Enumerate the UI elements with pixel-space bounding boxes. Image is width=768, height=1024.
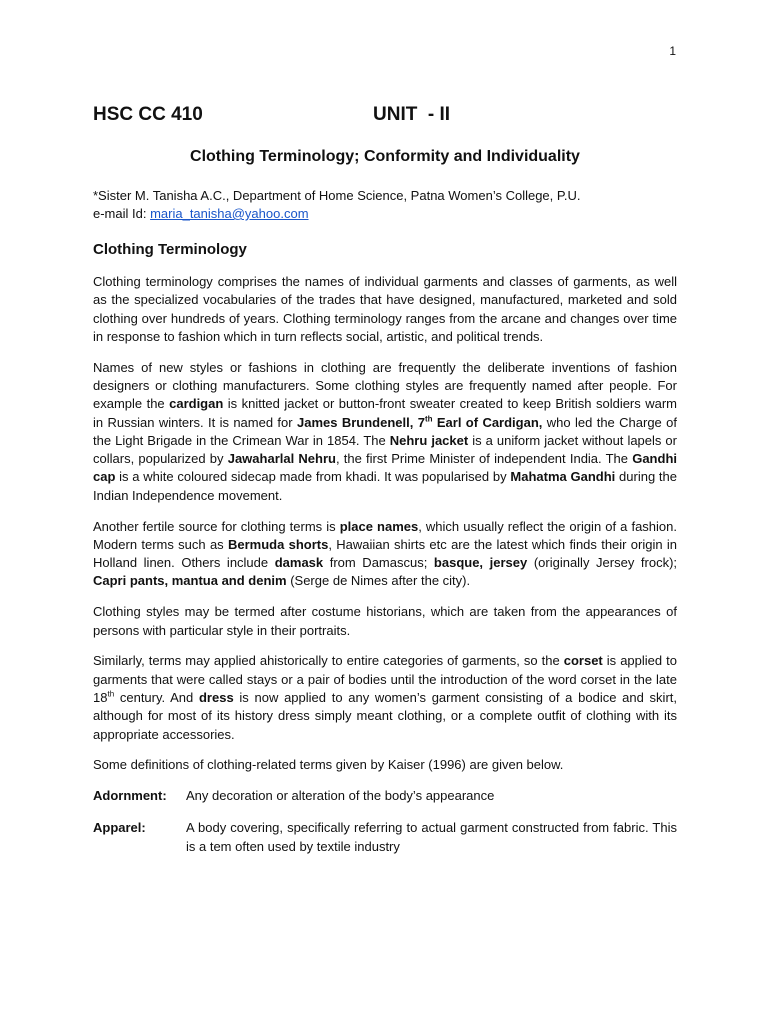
email-label: e-mail Id: [93,206,151,221]
text-run: Another fertile source for clothing terms is [93,518,340,534]
ordinal-superscript: th [107,689,115,699]
term-dress: dress [198,689,234,705]
text-run: , Hawaiian shirts etc are the latest which finds their origin in Holland linen. Others include [93,536,678,571]
definition-text: Any decoration or alteration of the body’s appearance [186,788,495,804]
author-line: *Sister M. Tanisha A.C., Department of Home Science, Patna Women’s College, P.U. [93,188,581,203]
name-nehru: Jawaharlal Nehru [227,451,336,467]
term-bermuda-shorts: Bermuda shorts [227,536,329,552]
author-block [93,187,677,223]
definition-row [93,787,677,805]
paragraph-2 [93,359,677,505]
name-earl-of-cardigan: Earl of Cardigan, [432,414,543,430]
text-run: is a white coloured sidecap made from khadi. It was popularised by [115,469,511,485]
term-capri-mantua-denim: Capri pants, mantua and denim [93,573,287,589]
document-header [93,104,677,130]
definition-term: Adornment: [93,788,167,804]
body-text [93,273,677,870]
text-run: is a uniform jacket without lapels or collars, popularized by [93,432,677,467]
text-run: is applied to garments that were called stays or a pair of bodies until the introduction of the word corset in the late 18 [93,653,677,705]
text-run: who led the Charge of the Light Brigade in the Crimean War in 1854. The [93,414,677,448]
document-title: Clothing Terminology; Conformity and Individuality [190,148,580,165]
text-run: , the first Prime Minister of independent India. The [335,451,633,467]
text-run: century. And [114,689,199,705]
text-run: (Serge de Nimes after the city). [286,573,471,589]
email-line [93,205,677,223]
paragraph-1: Clothing terminology comprises the names of individual garments and classes of garments, as well as the specialized vocabularies of the trades that have designed, manufactured, marketed and sold clothing over hundreds of years. Clothing terminology ranges from the arcane and changes over time in response to fashion which in turn reflects social, artistic, and political trends. [93,274,677,344]
text-run: Similarly, terms may applied ahistorically to entire categories of garments, so the [93,653,564,669]
text-run: , which usually reflect the origin of a fashion. Modern terms such as [93,518,677,552]
paragraph-5 [93,652,677,743]
term-nehru-jacket: Nehru jacket [389,432,469,448]
term-cardigan: cardigan [169,396,224,412]
term-damask: damask [274,555,324,571]
definition-row [93,819,677,856]
text-run: (originally Jersey frock); [527,555,678,571]
name-gandhi: Mahatma Gandhi [510,469,616,485]
text-run: is now applied to any women’s garment consisting of a bodice and skirt, although for most of its history dress simply meant clothing, or a complete outfit of clothing with its appropriate accessories. [93,689,677,742]
definition-term: Apparel: [93,820,146,836]
text-run: during the Indian Independence movement. [93,469,678,503]
email-link[interactable]: maria_tanisha@yahoo.com [150,206,309,221]
text-run: Names of new styles or fashions in clothing are frequently the deliberate inventions of fashion designers or clothing manufacturers. Some clothing styles are frequently named after people. For example the [93,359,677,412]
name-brundenell: James Brundenell, 7 [296,414,425,430]
unit-label: UNIT - II [373,104,451,125]
term-basque-jersey: basque, jersey [433,555,528,571]
term-gandhi-cap: Gandhi cap [93,451,677,485]
page-number: 1 [669,44,676,58]
text-run: from Damascus; [323,555,434,571]
course-code: HSC CC 410 [93,104,203,125]
paragraph-4: Clothing styles may be termed after costume historians, which are taken from the appearances of persons with particular style in their portraits. [93,604,677,638]
ordinal-superscript: th [424,414,433,424]
term-place-names: place names [339,518,419,534]
paragraph-3 [93,518,677,591]
term-corset: corset [563,653,603,669]
paragraph-6: Some definitions of clothing-related terms given by Kaiser (1996) are given below. [93,757,564,773]
text-run: is knitted jacket or button-front sweater created to keep British soldiers warm in Russian winters. It is named for [93,396,677,430]
definition-text: A body covering, specifically referring to actual garment constructed from fabric. This is a tem often used by textile industry [186,820,677,854]
section-heading: Clothing Terminology [93,241,247,258]
